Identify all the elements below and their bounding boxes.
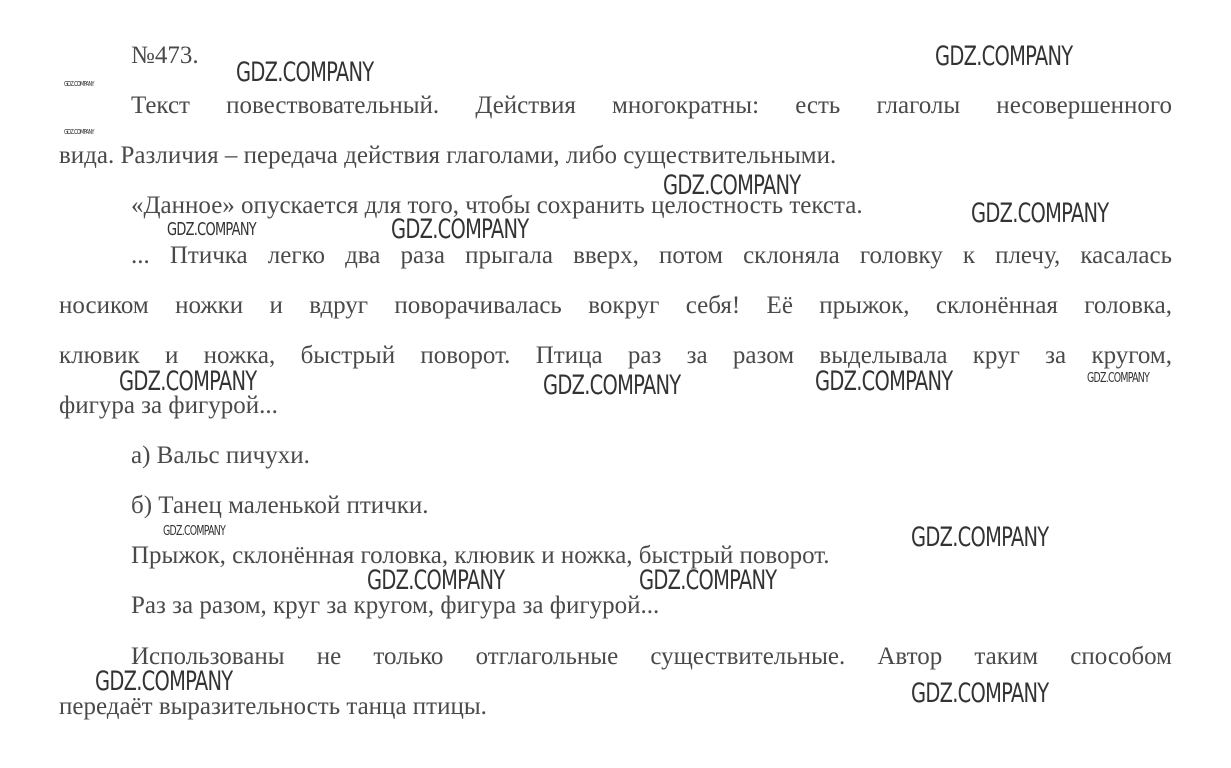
watermark: GDZ.COMPANY	[1087, 371, 1150, 386]
watermark: GDZ.COMPANY	[543, 370, 681, 401]
watermark: GDZ.COMPANY	[367, 565, 505, 596]
watermark: GDZ.COMPANY	[167, 219, 256, 240]
watermark: GDZ.COMPANY	[391, 214, 529, 245]
watermark: GDZ.COMPANY	[911, 522, 1049, 553]
paragraph-3-line-3: клювик и ножка, быстрый поворот. Птица раз за разом выделывала круг за кругом,	[59, 342, 1172, 369]
paragraph-3-line-2: носиком ножки и вдруг поворачивалась вокруг себя! Её прыжок, склонённая головка,	[59, 292, 1172, 319]
paragraph-3-line-4: фигура за фигурой...	[59, 392, 278, 419]
watermark: GDZ.COMPANY	[911, 678, 1049, 709]
watermark: GDZ.COMPANY	[236, 57, 374, 88]
watermark: GDZ.COMPANY	[935, 41, 1073, 72]
watermark: GDZ.COMPANY	[64, 80, 94, 88]
paragraph-2: «Данное» опускается для того, чтобы сохранить целостность текста.	[131, 192, 863, 219]
paragraph-1-line-1: Текст повествовательный. Действия многократны: есть глаголы несовершенного	[131, 92, 1172, 119]
paragraph-7: Раз за разом, круг за кругом, фигура за фигурой...	[131, 592, 660, 619]
paragraph-1-line-2: вида. Различия – передача действия глаголами, либо существительными.	[59, 142, 837, 169]
watermark: GDZ.COMPANY	[639, 565, 777, 596]
paragraph-6: Прыжок, склонённая головка, клювик и ножка, быстрый поворот.	[131, 542, 830, 569]
watermark: GDZ.COMPANY	[971, 198, 1109, 229]
answer-option-b: б) Танец маленькой птички.	[131, 492, 429, 519]
answer-option-a: а) Вальс пичухи.	[131, 442, 310, 469]
watermark: GDZ.COMPANY	[815, 366, 953, 397]
paragraph-8-line-1: Использованы не только отглагольные существительные. Автор таким способом	[131, 643, 1172, 670]
watermark: GDZ.COMPANY	[64, 128, 94, 136]
watermark: GDZ.COMPANY	[95, 666, 233, 697]
paragraph-8-line-2: передаёт выразительность танца птицы.	[59, 693, 487, 720]
watermark: GDZ.COMPANY	[119, 366, 257, 397]
watermark: GDZ.COMPANY	[663, 170, 801, 201]
paragraph-3-line-1: ... Птичка легко два раза прыгала вверх, потом склоняла головку к плечу, касалась	[131, 242, 1172, 269]
watermark: GDZ.COMPANY	[163, 524, 226, 539]
exercise-number: №473.	[131, 42, 199, 69]
